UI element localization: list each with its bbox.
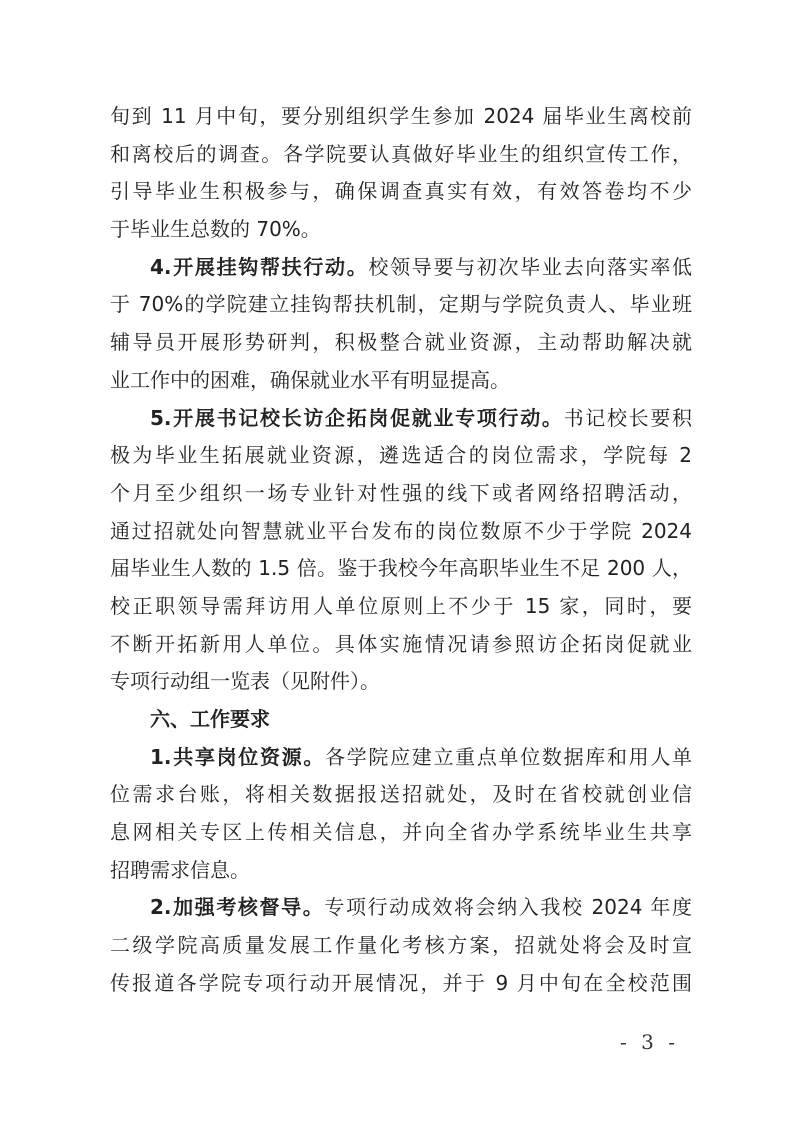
line-text: 业工作中的困难，确保就业水平有明显提高。	[110, 367, 510, 392]
text-line	[110, 550, 692, 588]
text-line	[110, 211, 692, 249]
text-line	[110, 513, 692, 551]
line-text: 个月至少组织一场专业针对性强的线下或者网络招聘活动，	[110, 480, 692, 505]
line-text: 校正职领导需拜访用人单位原则上不少于 15 家，同时，要	[110, 593, 692, 618]
section-heading	[110, 701, 692, 739]
text-line	[110, 324, 692, 362]
line-text: 引导毕业生积极参与，确保调查真实有效，有效答卷均不少	[110, 179, 692, 204]
line-text: 各学院应建立重点单位数据库和用人单	[325, 744, 693, 769]
text-line	[110, 814, 692, 852]
item-lead: 1.共享岗位资源。	[150, 744, 326, 769]
line-text: 旬到 11 月中旬，要分别组织学生参加 2024 届毕业生离校前	[110, 104, 692, 128]
text-line	[110, 362, 692, 400]
item-lead: 4.开展挂钩帮扶行动。	[150, 254, 369, 279]
line-text: 招聘需求信息。	[110, 857, 250, 882]
line-text: 于毕业生总数的 70%。	[110, 217, 321, 242]
line-text: 息网相关专区上传相关信息，并向全省办学系统毕业生共享	[110, 820, 692, 845]
text-line	[110, 965, 692, 1003]
line-text: 专项行动成效将会纳入我校 2024 年度	[324, 895, 692, 920]
line-text: 届毕业生人数的 1.5 倍。鉴于我校今年高职毕业生不足 200 人，	[110, 556, 692, 581]
text-line	[110, 475, 692, 513]
line-text: 二级学院高质量发展工作量化考核方案，招就处将会及时宣	[110, 933, 692, 958]
item-lead: 2.加强考核督导。	[150, 895, 325, 920]
line-text: 不断开拓新用人单位。具体实施情况请参照访企拓岗促就业	[110, 631, 692, 656]
line-text: 专项行动组一览表（见附件）。	[110, 669, 380, 694]
line-text: 校领导要与初次毕业去向落实率低	[368, 254, 693, 279]
text-line	[110, 776, 692, 814]
line-text: 书记校长要积	[563, 405, 693, 430]
line-text: 和离校后的调查。各学院要认真做好毕业生的组织宣传工作，	[110, 141, 692, 166]
text-line	[110, 889, 692, 927]
text-line	[110, 136, 692, 174]
text-line	[110, 437, 692, 475]
heading-text: 六、工作要求	[150, 707, 270, 731]
text-line	[110, 626, 692, 664]
text-line	[110, 588, 692, 626]
text-line	[110, 249, 692, 287]
text-line	[110, 173, 692, 211]
line-text: 辅导员开展形势研判，积极整合就业资源，主动帮助解决就	[110, 330, 692, 355]
text-line	[110, 663, 692, 701]
item-lead: 5.开展书记校长访企拓岗促就业专项行动。	[150, 405, 564, 430]
text-line	[110, 400, 692, 438]
text-line	[110, 927, 692, 965]
text-line	[110, 852, 692, 890]
page-number: - 3 -	[620, 1030, 679, 1054]
text-line	[110, 286, 692, 324]
line-text: 传报道各学院专项行动开展情况，并于 9 月中旬在全校范围	[110, 970, 692, 995]
line-text: 位需求台账，将相关数据报送招就处，及时在省校就创业信	[110, 782, 692, 807]
text-line	[110, 98, 692, 136]
line-text: 于 70%的学院建立挂钩帮扶机制，定期与学院负责人、毕业班	[110, 292, 692, 317]
line-text: 通过招就处向智慧就业平台发布的岗位数原不少于学院 2024	[110, 518, 692, 543]
document-body	[110, 98, 692, 1003]
line-text: 极为毕业生拓展就业资源，遴选适合的岗位需求，学院每 2	[110, 443, 692, 468]
text-line	[110, 739, 692, 777]
